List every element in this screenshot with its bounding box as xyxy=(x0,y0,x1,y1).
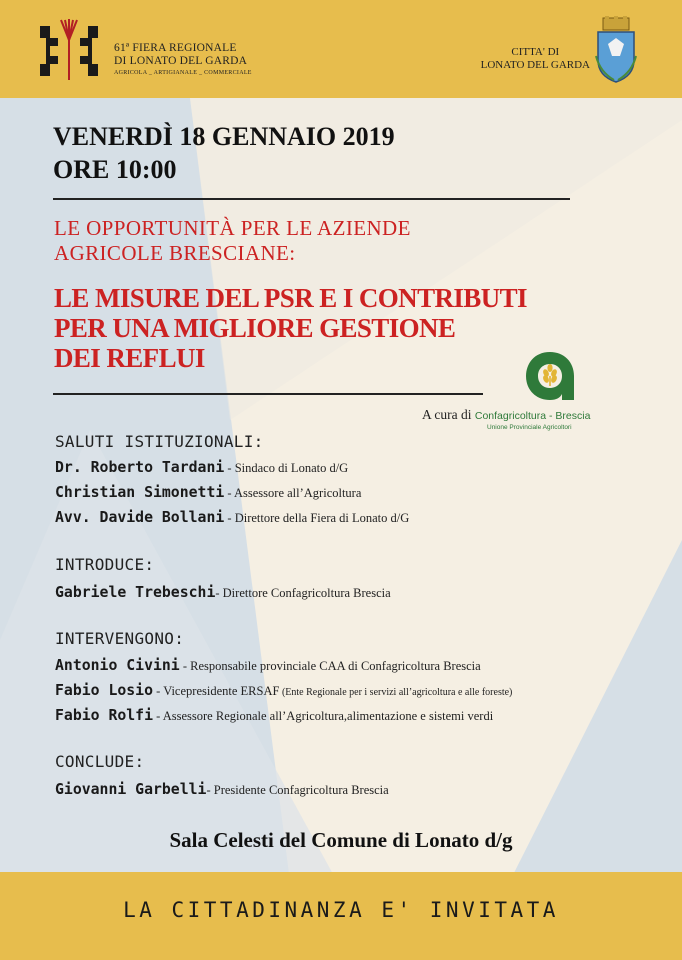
fiera-title xyxy=(114,42,252,76)
speaker-row: Christian Simonetti - Assessore all’Agricoltura xyxy=(55,484,362,501)
subtitle xyxy=(54,216,411,266)
speaker-role: Vicepresidente ERSAF xyxy=(163,684,280,698)
title-line-1: LE MISURE DEL PSR E I CONTRIBUTI xyxy=(54,283,527,313)
speaker-role: Responsabile provinciale CAA di Confagricoltura Brescia xyxy=(190,659,481,673)
speaker-role: Sindaco di Lonato d/G xyxy=(234,461,349,475)
venue: Sala Celesti del Comune di Lonato d/g xyxy=(169,828,513,852)
speaker-name: Dr. Roberto Tardani xyxy=(55,459,225,476)
intervengono-heading: INTERVENGONO: xyxy=(55,629,185,648)
subtitle-line-1: LE OPPORTUNITÀ PER LE AZIENDE xyxy=(54,216,411,240)
conclude-heading: CONCLUDE: xyxy=(55,752,145,771)
confagricoltura-logo-icon xyxy=(522,348,578,404)
speaker-row: Giovanni Garbelli- Presidente Confagricoltura Brescia xyxy=(55,781,389,798)
speaker-name: Avv. Davide Bollani xyxy=(55,509,225,526)
speaker-row: Avv. Davide Bollani - Direttore della Fiera di Lonato d/G xyxy=(55,509,410,526)
event-time: ORE 10:00 xyxy=(53,155,177,184)
speaker-name: Fabio Losio xyxy=(55,682,153,699)
citta-label xyxy=(481,46,590,72)
a-cura-di-label: A cura di xyxy=(422,407,472,422)
fiera-line-2: DI LONATO DEL GARDA xyxy=(114,55,248,67)
speaker-name: Fabio Rolfi xyxy=(55,707,153,724)
organizer-line xyxy=(422,407,590,423)
event-date-block xyxy=(53,120,395,186)
speaker-row: Gabriele Trebeschi- Direttore Confagricoltura Brescia xyxy=(55,584,391,601)
speaker-name: Gabriele Trebeschi xyxy=(55,584,216,601)
title-line-2: PER UNA MIGLIORE GESTIONE xyxy=(54,313,456,343)
fiera-line-1: 61ª FIERA REGIONALE xyxy=(114,42,237,54)
fiera-line-3: AGRICOLA _ ARTIGIANALE _ COMMERCIALE xyxy=(114,70,252,76)
speaker-name: Christian Simonetti xyxy=(55,484,225,501)
saluti-heading: SALUTI ISTITUZIONALI: xyxy=(55,432,264,451)
invitation-text: LA CITTADINANZA E' INVITATA xyxy=(123,898,559,922)
citta-line-1: CITTA' DI xyxy=(511,46,560,58)
divider-top xyxy=(53,198,570,200)
organizer-name: Confagricoltura - Brescia xyxy=(474,410,591,422)
speaker-name: Antonio Civini xyxy=(55,657,180,674)
speaker-row: Dr. Roberto Tardani - Sindaco di Lonato d/G xyxy=(55,459,349,476)
title-line-3: DEI REFLUI xyxy=(54,343,205,373)
speaker-row: Antonio Civini - Responsabile provinciale CAA di Confagricoltura Brescia xyxy=(55,657,481,674)
main-title xyxy=(54,283,527,373)
speaker-role: Assessore Regionale all’Agricoltura,alimentazione e sistemi verdi xyxy=(162,709,494,723)
speaker-role-note: (Ente Regionale per i servizi all’agricoltura e alle foreste) xyxy=(281,687,513,698)
event-date: VENERDÌ 18 GENNAIO 2019 xyxy=(53,122,395,151)
divider-bottom xyxy=(53,393,483,395)
subtitle-line-2: AGRICOLE BRESCIANE: xyxy=(54,241,296,265)
speaker-row: Fabio Losio - Vicepresidente ERSAF (Ente Regionale per i servizi all’agricoltura e alle foreste) xyxy=(55,682,513,699)
introduce-heading: INTRODUCE: xyxy=(55,555,155,574)
citta-line-2: LONATO DEL GARDA xyxy=(480,59,590,71)
speaker-row: Fabio Rolfi - Assessore Regionale all’Agricoltura,alimentazione e sistemi verdi xyxy=(55,707,494,724)
speaker-role: Assessore all’Agricoltura xyxy=(234,486,362,500)
speaker-role: Direttore Confagricoltura Brescia xyxy=(222,586,391,600)
lonato-crest-icon xyxy=(594,16,638,84)
speaker-role: Direttore della Fiera di Lonato d/G xyxy=(234,511,410,525)
speaker-role: Presidente Confagricoltura Brescia xyxy=(213,783,389,797)
organizer-subtitle: Unione Provinciale Agricoltori xyxy=(487,424,572,431)
speaker-name: Giovanni Garbelli xyxy=(55,781,207,798)
fiera-gear-logo-icon xyxy=(36,18,102,84)
